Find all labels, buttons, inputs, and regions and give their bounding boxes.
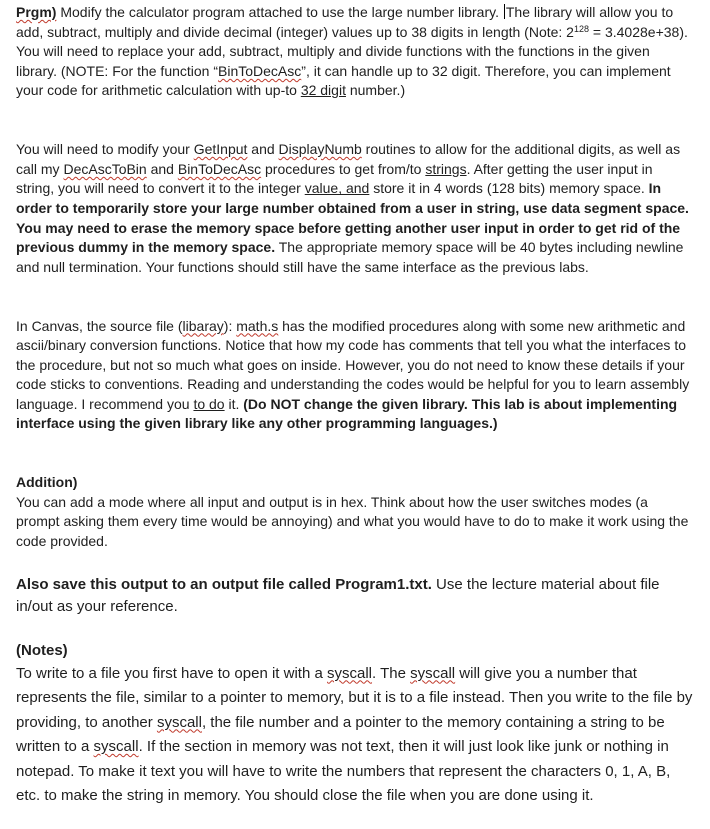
text-run: it.	[224, 395, 244, 412]
blank-line	[16, 434, 694, 454]
exponent: 128	[573, 23, 590, 34]
blank-line	[16, 552, 694, 574]
text-run: You will need to modify your	[16, 141, 194, 158]
text-run: To write to a file you first have to open it with a	[16, 664, 327, 682]
addition-body: You can add a mode where all input and output is in hex. Think about how the user switches modes (a prompt asking them every time would be annoying) and what you would have to do to make it work using the code provided.	[16, 493, 689, 550]
bold-instruction: (Do NOT change the given library. This lab is about implementing interface using the given library like any other programming languages.)	[16, 395, 678, 432]
text-run: The appropriate memory space will be 40 bytes including newline and null termination. Your functions should still have the same interface as the previous labs.	[16, 239, 684, 275]
blank-line	[16, 277, 694, 297]
keyword: syscall	[410, 664, 456, 682]
keyword: syscall	[327, 664, 373, 682]
text-run: ):	[223, 317, 237, 334]
underlined-text: value, and	[304, 180, 370, 197]
notes-heading: (Notes)	[16, 641, 68, 659]
text-cursor	[504, 4, 505, 19]
bold-instruction: Also save this output to an output file called Program1.txt.	[16, 575, 432, 593]
keyword: syscall	[93, 738, 139, 756]
text-run: , the file number and a pointer to the memory containing a string to be written to a	[16, 713, 665, 756]
bold-instruction: In order to temporarily store your large number obtained from a user in string, use data segment space. You may need to erase the memory space before getting another user input in order to get rid of the previous dummy in the memory space.	[16, 180, 689, 256]
procedure-name: DecAscToBin	[63, 160, 147, 177]
text-run: and	[146, 160, 178, 177]
text-run: = 3.4028e+38). You will need to replace your add, subtract, multiply and divide functions with the functions in the given library. (NOTE: For the function “	[16, 23, 688, 79]
text-run: . If the section in memory was not text, then it will just look like junk or nothing in notepad. To make it text you will have to write the numbers that represent the characters 0, 1, A, B, etc. to make the string in memory. You should close the file when you are done using it.	[16, 738, 671, 805]
function-name: BinToDecAsc	[218, 62, 302, 79]
blank-line	[16, 454, 694, 474]
text-run: store it in 4 words (128 bits) memory space.	[369, 180, 649, 197]
text-run: Modify the calculator program attached to use the large number library.	[56, 4, 503, 20]
blank-line	[16, 121, 694, 141]
addition-heading: Addition)	[16, 474, 78, 491]
text-run: has the modified procedures along with some new arithmetic and ascii/binary conversion functions. Notice that how my code has comments that tell you what the interfaces to the procedure, but not so much what goes on inside. However, you do not need to know these details if your code sticks to conventions. Reading and understanding the codes would be helpful for you to learn assembly language. I recommend you	[16, 317, 690, 412]
save-output-paragraph	[16, 574, 694, 618]
modify-routines-paragraph	[16, 140, 694, 277]
text-run: routines to allow for the additional digits, as well as call my	[16, 141, 681, 177]
text-run: . After getting the user input in string, you will need to convert it to the integer	[16, 160, 653, 197]
text-run: number.)	[345, 82, 406, 99]
underlined-text: strings	[425, 160, 467, 177]
program-title: Prgm)	[16, 4, 57, 20]
underlined-text: 32 digit	[300, 82, 346, 99]
text-run: In Canvas, the source file (	[16, 317, 183, 334]
file-name: math.s	[236, 317, 279, 334]
text-run: will give you a number that represents the file, similar to a pointer to memory, but it is to a file instead. Then you write to the file by providing, to another	[16, 664, 693, 731]
intro-paragraph	[16, 3, 694, 101]
text-run: ”, it can handle up to 32 digit. Therefore, you can implement your code for arithmetic calculation with up-to	[16, 62, 671, 99]
routine-name: DisplayNumb	[278, 141, 362, 158]
underlined-text: to do	[193, 395, 225, 412]
text-run: Use the lecture material about file in/out as your reference.	[16, 575, 660, 615]
routine-name: GetInput	[193, 141, 248, 158]
text-run: The library will allow you to add, subtract, multiply and divide decimal (integer) values up to 38 digits in length (Note: 2	[16, 4, 674, 40]
procedure-name: BinToDecAsc	[177, 160, 262, 177]
blank-line	[16, 618, 694, 640]
text-run: procedures to get from/to	[261, 160, 426, 177]
keyword: syscall	[156, 713, 202, 731]
blank-line	[16, 297, 694, 317]
text-run: . The	[372, 664, 411, 682]
misspelled-word: libaray	[182, 317, 224, 334]
notes-body	[16, 662, 694, 809]
blank-line	[16, 101, 694, 121]
library-paragraph	[16, 317, 694, 435]
text-run: and	[247, 141, 279, 158]
